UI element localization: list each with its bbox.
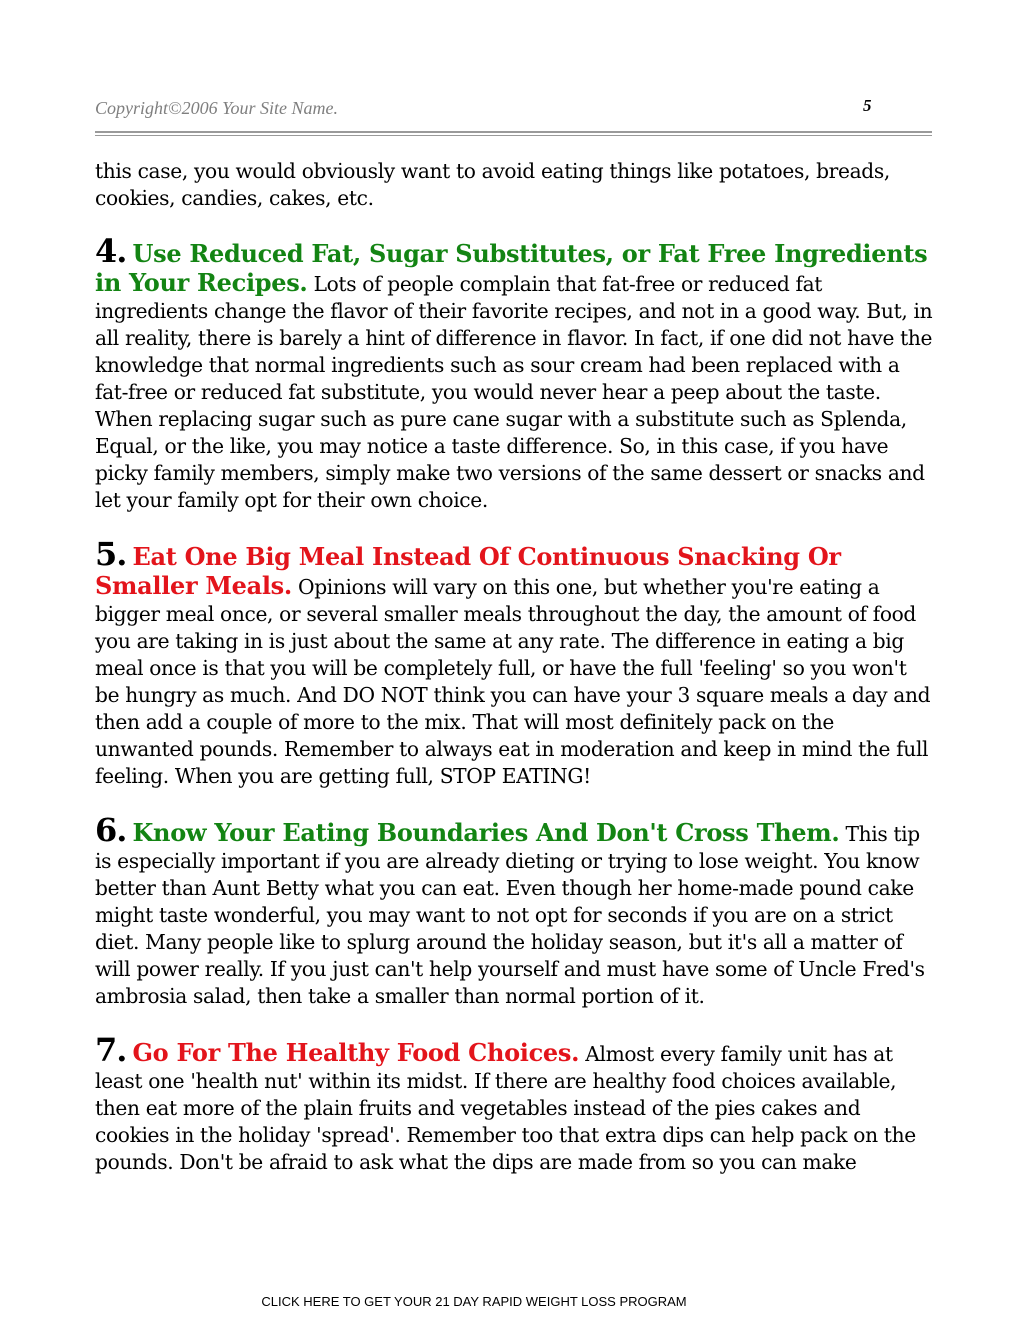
program-link[interactable]: CLICK HERE TO GET YOUR 21 DAY RAPID WEIGHT LOSS PROGRAM (261, 1294, 687, 1309)
tip-item-6 (95, 811, 935, 1010)
page-number: 5 (863, 96, 872, 115)
tip-number: 7. (95, 1031, 127, 1069)
tip-heading: Know Your Eating Boundaries And Don't Cross Them. (132, 818, 840, 847)
page-header (95, 96, 931, 136)
tip-item-5 (95, 535, 935, 790)
header-rule-thin (95, 135, 932, 136)
tip-heading: Eat One Big Meal Instead Of Continuous Snacking Or Smaller Meals. (95, 542, 841, 600)
tip-number: 5. (95, 535, 127, 573)
header-rule-thick (95, 131, 932, 133)
tip-item-7 (95, 1031, 935, 1176)
tip-number: 4. (95, 232, 127, 270)
document-body (95, 158, 935, 1203)
tip-body: Opinions will vary on this one, but whether you're eating a bigger meal once, or several smaller meals throughout the day, the amount of food you are taking in is just about the same at any rate. The difference in eating a big meal once is that you will be completely full, or have the full 'feeling' so you won't be hungry as much. And DO NOT think you can have your 3 square meals a day and then add a couple of more to the mix. That will most definitely pack on the unwanted pounds. Remember to always eat in moderation and keep in mind the full feeling. When you are getting full, STOP EATING! (95, 575, 931, 788)
intro-paragraph: this case, you would obviously want to avoid eating things like potatoes, breads, cookies, candies, cakes, etc. (95, 159, 890, 210)
tip-body: Lots of people complain that fat-free or reduced fat ingredients change the flavor of their favorite recipes, and not in a good way. But, in all reality, there is barely a hint of difference in flavor. In fact, if one did not have the knowledge that normal ingredients such as sour cream had been replaced with a fat-free or reduced fat substitute, you would never hear a peep about the taste. When replacing sugar such as pure cane sugar with a substitute such as Splenda, Equal, or the like, you may notice a taste difference. So, in this case, if you have picky family members, simply make two versions of the same dessert or snacks and let your family opt for their own choice. (95, 272, 933, 512)
tip-item-4 (95, 232, 935, 514)
tip-body: Almost every family unit has at least one 'health nut' within its midst. If there are healthy food choices available, then eat more of the plain fruits and vegetables instead of the pies cakes and cookies in the holiday 'spread'. Remember too that extra dips can help pack on the pounds. Don't be afraid to ask what the dips are made from so you can make (95, 1042, 916, 1174)
copyright-notice: Copyright©2006 Your Site Name. (95, 98, 339, 118)
tip-body: This tip is especially important if you are already dieting or trying to lose weight. You know better than Aunt Betty what you can eat. Even though her home-made pound cake might taste wonderful, you may want to not opt for seconds if you are on a strict diet. Many people like to splurg around the holiday season, but it's all a matter of will power really. If you just can't help yourself and must have some of Uncle Fred's ambrosia salad, then take a smaller than normal portion of it. (95, 822, 925, 1008)
tip-heading: Use Reduced Fat, Sugar Substitutes, or Fat Free Ingredients in Your Recipes. (95, 239, 928, 297)
tip-heading: Go For The Healthy Food Choices. (132, 1038, 580, 1067)
tip-number: 6. (95, 811, 127, 849)
